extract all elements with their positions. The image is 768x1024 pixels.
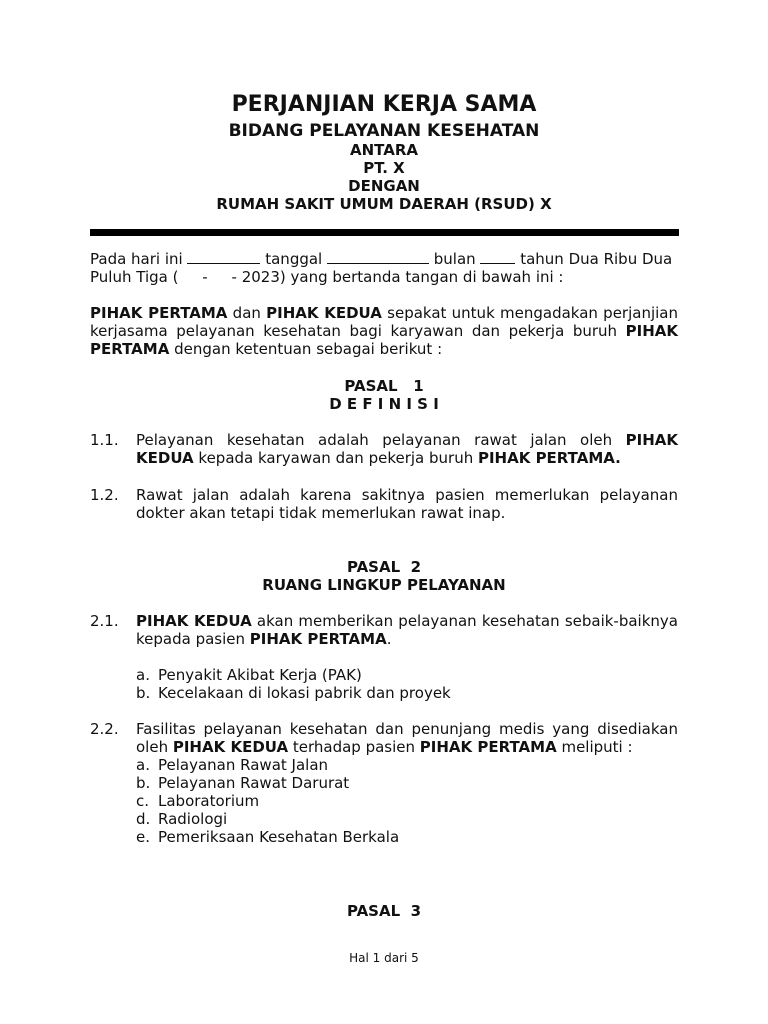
opening-text: Puluh Tiga ( - - 2023) yang bertanda tangan di bawah ini : — [90, 268, 564, 286]
item-text: Fasilitas pelayanan kesehatan dan penunjang medis yang disediakan oleh — [136, 720, 678, 756]
opening-text: dengan ketentuan sebagai berikut : — [169, 340, 443, 358]
list-letter: d. — [136, 810, 151, 828]
opening-text: tanggal — [260, 250, 327, 268]
opening-text: sepakat untuk mengadakan perjanjian kerjasama pelayanan kesehatan bagi karyawan dan pekerja buruh — [90, 304, 678, 340]
item-text: meliputi : — [556, 738, 633, 756]
list-letter: b. — [136, 684, 151, 702]
list-letter: a. — [136, 756, 150, 774]
list-text: Pelayanan Rawat Darurat — [158, 774, 350, 792]
list-text: Pelayanan Rawat Jalan — [158, 756, 329, 774]
item-number: 2.1. — [90, 612, 119, 630]
list-item — [136, 666, 362, 684]
opening-text: tahun Dua Ribu Dua — [515, 250, 673, 268]
blank-date — [327, 250, 429, 264]
list-letter: e. — [136, 828, 150, 846]
list-letter: a. — [136, 666, 150, 684]
opening-paragraph-1 — [90, 250, 678, 286]
item-text: kepada karyawan dan pekerja buruh — [193, 449, 478, 467]
list-item — [136, 810, 227, 828]
list-text: Laboratorium — [158, 792, 260, 810]
header-antara: ANTARA — [350, 141, 418, 159]
item-text: akan memberikan pelayanan kesehatan sebaik-baiknya kepada pasien — [136, 612, 678, 648]
document-subtitle: BIDANG PELAYANAN KESEHATAN — [228, 121, 540, 141]
definition-1-2: Rawat jalan adalah karena sakitnya pasien memerlukan pelayanan dokter akan tetapi tidak memerlukan rawat inap. — [136, 486, 678, 522]
scope-2-2 — [136, 720, 678, 756]
opening-text: Pada hari ini — [90, 250, 188, 268]
opening-text: dan — [227, 304, 267, 322]
item-number: 1.2. — [90, 486, 119, 504]
page-number: Hal 1 dari 5 — [349, 951, 419, 965]
party-second: PIHAK KEDUA — [172, 738, 289, 756]
header-dengan: DENGAN — [348, 177, 420, 195]
blank-month — [480, 250, 515, 264]
item-text: . — [386, 630, 392, 648]
document-title: PERJANJIAN KERJA SAMA — [231, 92, 537, 117]
list-item — [136, 756, 328, 774]
list-text: Penyakit Akibat Kerja (PAK) — [158, 666, 362, 684]
party-second: PIHAK KEDUA — [266, 304, 382, 322]
list-letter: b. — [136, 774, 151, 792]
opening-paragraph-2 — [90, 304, 678, 358]
party-first: PIHAK PERTAMA — [90, 322, 678, 358]
item-number: 1.1. — [90, 431, 119, 449]
list-item — [136, 774, 349, 792]
header-divider — [90, 229, 679, 236]
list-letter: c. — [136, 792, 150, 810]
item-text: Pelayanan kesehatan adalah pelayanan rawat jalan oleh — [136, 431, 626, 449]
party-second: PIHAK KEDUA — [136, 431, 678, 467]
pasal-3-heading: PASAL 3 — [346, 902, 422, 920]
list-text: Pemeriksaan Kesehatan Berkala — [158, 828, 400, 846]
scope-2-1 — [136, 612, 678, 648]
list-text: Kecelakaan di lokasi pabrik dan proyek — [158, 684, 451, 702]
party-first: PIHAK PERTAMA — [249, 630, 387, 648]
list-item — [136, 792, 259, 810]
list-item — [136, 828, 399, 846]
pasal-2-heading: PASAL 2 — [346, 558, 422, 576]
opening-text: bulan — [429, 250, 481, 268]
header-pt: PT. X — [363, 159, 405, 177]
party-first: PIHAK PERTAMA — [419, 738, 557, 756]
item-text: terhadap pasien — [288, 738, 420, 756]
party-first: PIHAK PERTAMA. — [477, 449, 621, 467]
list-item — [136, 684, 451, 702]
pasal-1-heading: PASAL 1 — [344, 377, 424, 395]
pasal-2-title: RUANG LINGKUP PELAYANAN — [262, 576, 506, 594]
header-rsud: RUMAH SAKIT UMUM DAERAH (RSUD) X — [216, 195, 552, 213]
blank-day — [187, 250, 260, 264]
party-first: PIHAK PERTAMA — [90, 304, 228, 322]
pasal-1-title: D E F I N I S I — [329, 395, 439, 413]
list-text: Radiologi — [158, 810, 228, 828]
party-second: PIHAK KEDUA — [136, 612, 252, 630]
item-number: 2.2. — [90, 720, 119, 738]
definition-1-1 — [136, 431, 678, 467]
